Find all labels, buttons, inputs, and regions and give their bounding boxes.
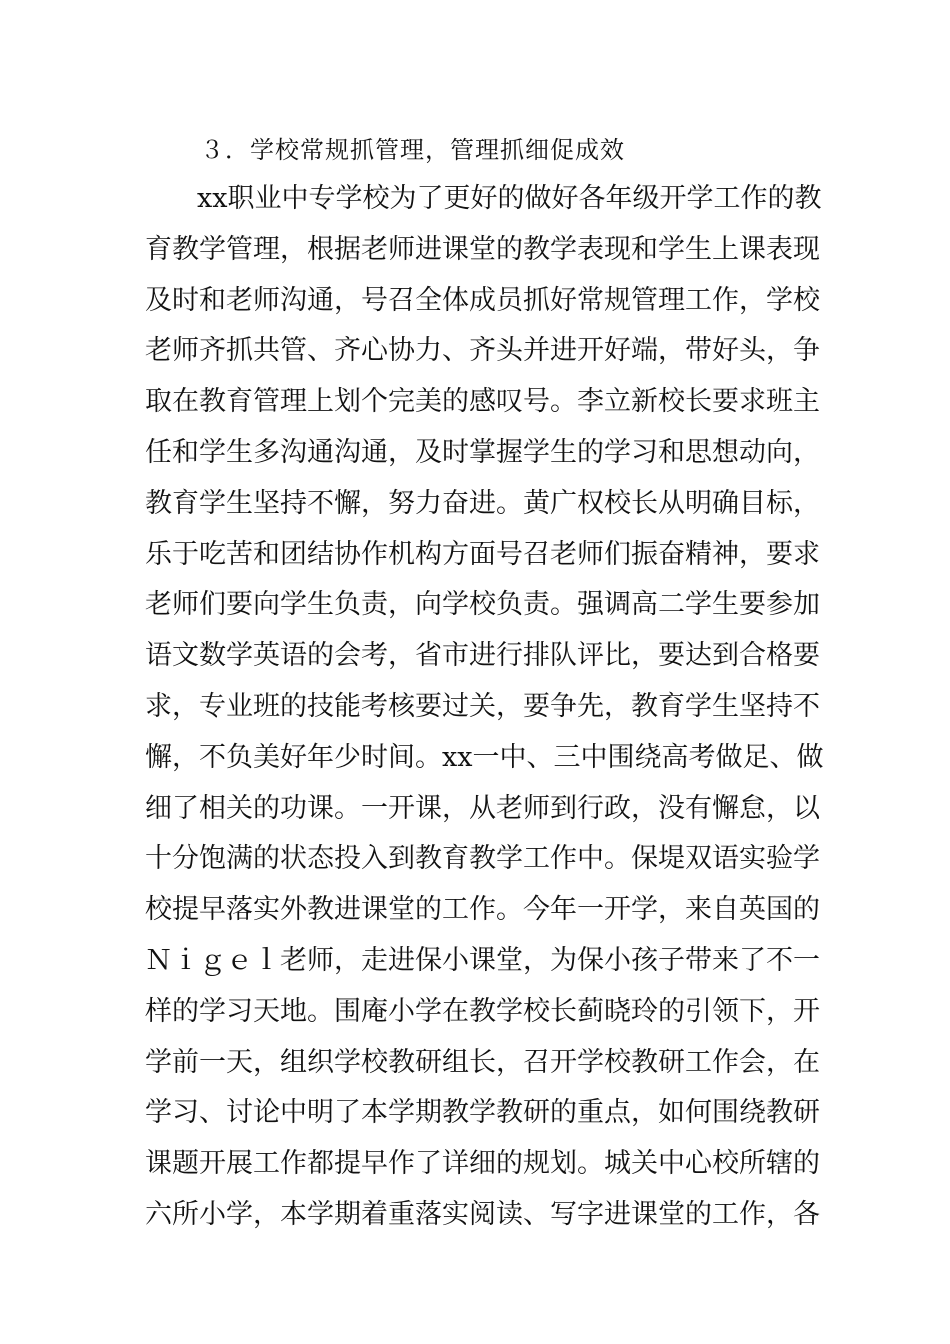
paragraph-line: 教育学生坚持不懈，努力奋进。黄广权校长从明确目标， [145, 487, 820, 519]
paragraph-line: 学习、讨论中明了本学期教学教研的重点，如何围绕教研 [145, 1097, 820, 1129]
paragraph-line: 细了相关的功课。一开课，从老师到行政，没有懈怠，以 [145, 792, 820, 824]
paragraph-line: 乐于吃苦和团结协作机构方面号召老师们振奋精神，要求 [145, 538, 820, 570]
paragraph-line: 课题开展工作都提早作了详细的规划。城关中心校所辖的 [145, 1148, 820, 1180]
paragraph-line: 懈，不负美好年少时间。xx一中、三中围绕高考做足、做 [145, 741, 824, 773]
paragraph-line: 及时和老师沟通，号召全体成员抓好常规管理工作，学校 [145, 284, 820, 316]
paragraph-line: 六所小学，本学期着重落实阅读、写字进课堂的工作，各 [145, 1198, 820, 1230]
section-heading: ３．学校常规抓管理，管理抓细促成效 [200, 136, 625, 164]
paragraph-line: 育教学管理，根据老师进课堂的教学表现和学生上课表现 [145, 233, 820, 265]
paragraph-line: 求，专业班的技能考核要过关，要争先，教育学生坚持不 [145, 690, 820, 722]
paragraph-line: 语文数学英语的会考，省市进行排队评比，要达到合格要 [145, 640, 820, 672]
paragraph-line: 老师齐抓共管、齐心协力、齐头并进开好端，带好头，争 [145, 335, 820, 367]
paragraph-line: 取在教育管理上划个完美的感叹号。李立新校长要求班主 [145, 386, 820, 418]
body-paragraph [145, 181, 824, 1248]
paragraph-line: 学前一天，组织学校教研组长，召开学校教研工作会，在 [145, 1046, 820, 1078]
paragraph-line: 校提早落实外教进课堂的工作。今年一开学，来自英国的 [145, 894, 820, 926]
paragraph-line: 老师们要向学生负责，向学校负责。强调高二学生要参加 [145, 589, 820, 621]
paragraph-line: 样的学习天地。围庵小学在教学校长蓟晓玲的引领下，开 [145, 995, 820, 1027]
paragraph-line: 十分饱满的状态投入到教育教学工作中。保堤双语实验学 [145, 843, 820, 875]
paragraph-line: 任和学生多沟通沟通，及时掌握学生的学习和思想动向， [145, 436, 820, 468]
paragraph-line: Ｎｉｇｅｌ老师，走进保小课堂，为保小孩子带来了不一 [145, 944, 820, 976]
paragraph-line: xx职业中专学校为了更好的做好各年级开学工作的教 [197, 183, 822, 214]
